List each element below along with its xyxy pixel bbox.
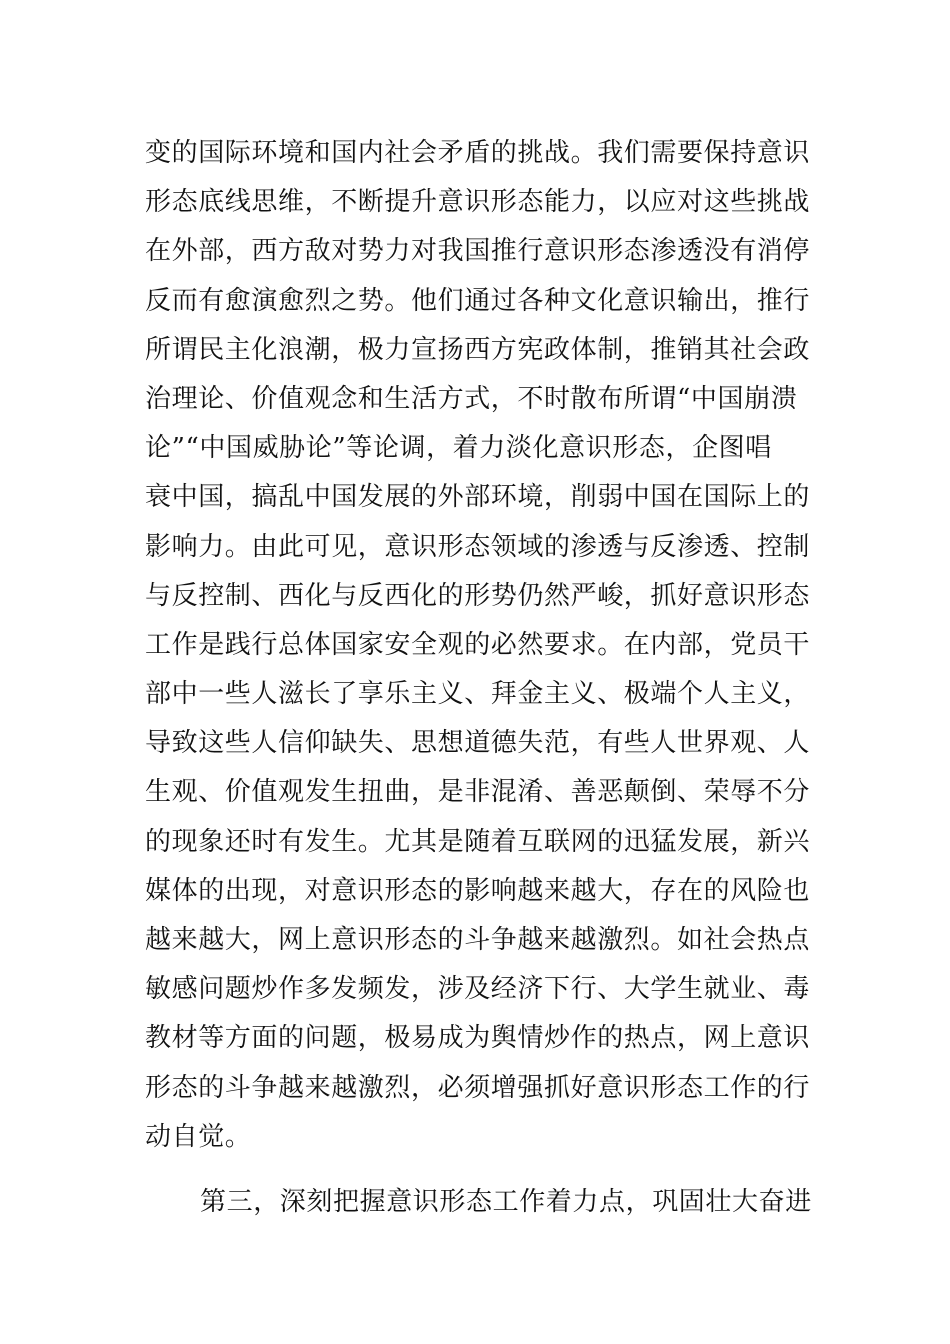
text-line: 的现象还时有发生。尤其是随着互联网的迅猛发展，新兴 bbox=[145, 826, 811, 857]
body-text bbox=[145, 129, 815, 1227]
text-line: 所谓民主化浪潮，极力宣扬西方宪政体制，推销其社会政 bbox=[145, 334, 811, 365]
text-line: 影响力。由此可见，意识形态领域的渗透与反渗透、控制 bbox=[145, 531, 811, 562]
text-line: 反而有愈演愈烈之势。他们通过各种文化意识输出，推行 bbox=[145, 285, 811, 316]
text-line: 敏感问题炒作多发频发，涉及经济下行、大学生就业、毒 bbox=[145, 974, 811, 1005]
text-line: 论”“中国威胁论”等论调，着力淡化意识形态，企图唱 bbox=[145, 433, 772, 464]
text-line: 治理论、价值观念和生活方式，不时散布所谓“中国崩溃 bbox=[145, 383, 798, 414]
paragraph-1 bbox=[145, 129, 815, 1162]
text-line: 越来越大，网上意识形态的斗争越来越激烈。如社会热点 bbox=[145, 925, 811, 955]
text-line: 形态底线思维，不断提升意识形态能力，以应对这些挑战 bbox=[145, 187, 811, 218]
text-line: 衰中国，搞乱中国发展的外部环境，削弱中国在国际上的 bbox=[145, 482, 811, 513]
text-line: 导致这些人信仰缺失、思想道德失范，有些人世界观、人 bbox=[145, 728, 811, 759]
text-line: 部中一些人滋长了享乐主义、拜金主义、极端个人主义， bbox=[145, 679, 811, 710]
text-line: 媒体的出现，对意识形态的影响越来越大，存在的风险也 bbox=[145, 875, 811, 906]
text-line: 生观、价值观发生扭曲，是非混淆、善恶颠倒、荣辱不分 bbox=[145, 777, 811, 808]
paragraph-gap bbox=[145, 1162, 815, 1178]
text-line: 形态的斗争越来越激烈，必须增强抓好意识形态工作的行 bbox=[145, 1072, 811, 1103]
text-line: 工作是践行总体国家安全观的必然要求。在内部，党员干 bbox=[145, 629, 811, 660]
text-line: 在外部，西方敌对势力对我国推行意识形态渗透没有消停 bbox=[145, 236, 811, 267]
paragraph-2 bbox=[145, 1178, 815, 1227]
text-line: 教材等方面的问题，极易成为舆情炒作的热点，网上意识 bbox=[145, 1023, 811, 1054]
text-line: 动自觉。 bbox=[145, 1121, 252, 1152]
text-line: 与反控制、西化与反西化的形势仍然严峻，抓好意识形态 bbox=[145, 580, 811, 611]
text-line: 第三，深刻把握意识形态工作着力点，巩固壮大奋进 bbox=[200, 1186, 812, 1217]
text-line: 变的国际环境和国内社会矛盾的挑战。我们需要保持意识 bbox=[145, 138, 811, 168]
